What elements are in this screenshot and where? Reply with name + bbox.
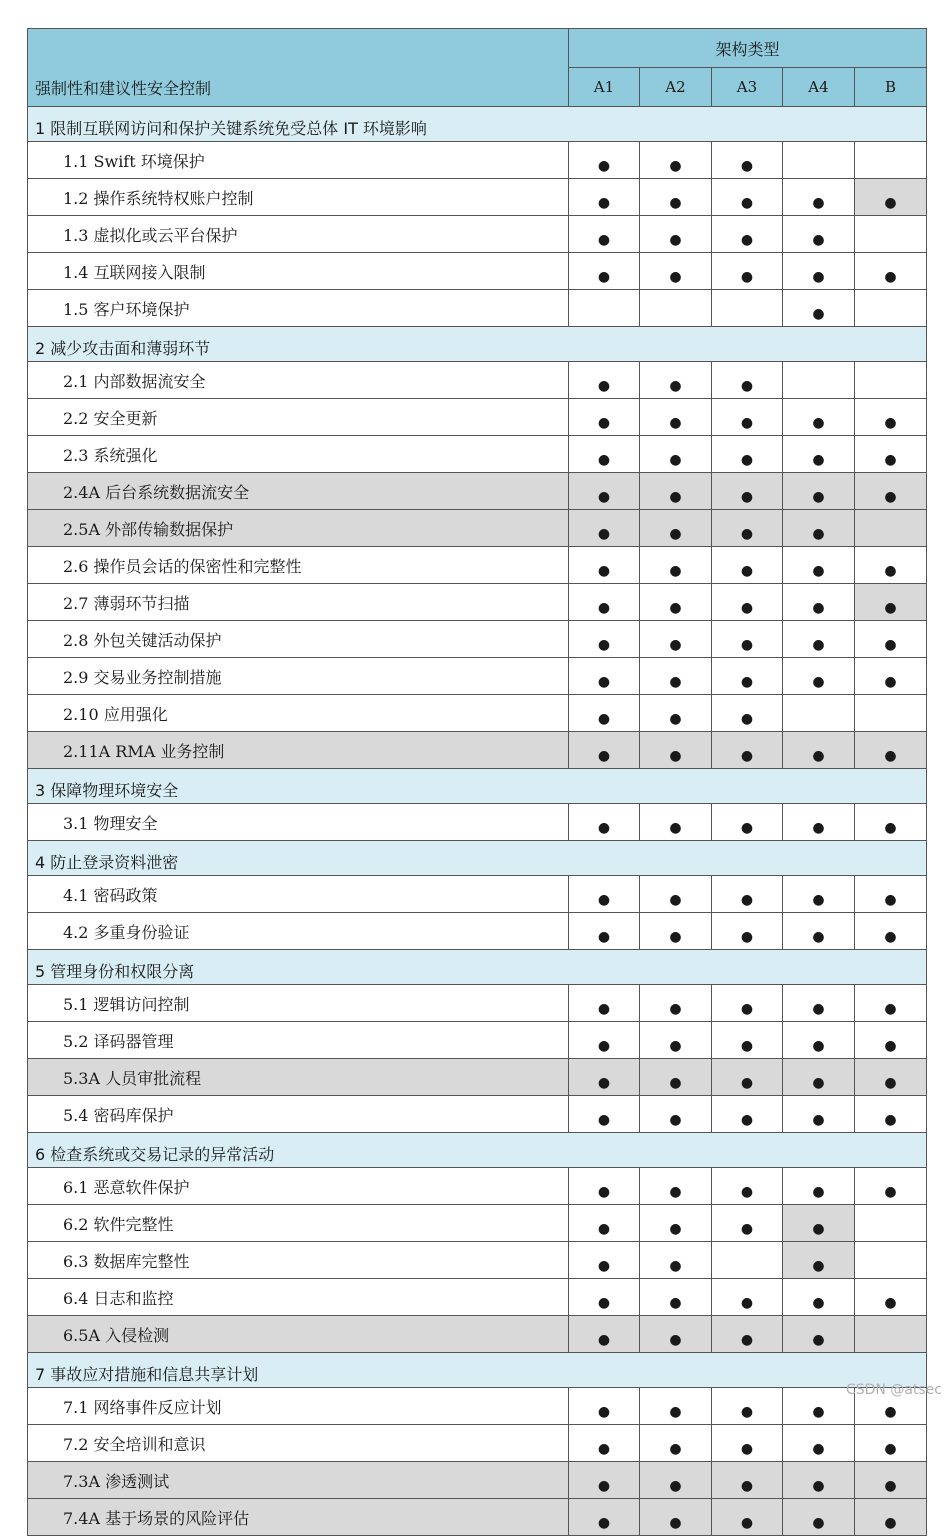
table-row: [28, 658, 927, 695]
applicable-mark: ●: [640, 216, 712, 253]
control-label: 5.3A 人员审批流程: [28, 1059, 569, 1096]
applicable-mark: ●: [712, 1022, 783, 1059]
applicable-mark: ●: [855, 253, 927, 290]
applicable-mark: ●: [569, 1499, 640, 1536]
empty-cell: [712, 290, 783, 327]
empty-cell: [640, 290, 712, 327]
applicable-mark: ●: [855, 985, 927, 1022]
applicable-mark: ●: [712, 142, 783, 179]
empty-cell: [855, 1242, 927, 1279]
applicable-mark: ●: [569, 804, 640, 841]
applicable-mark: ●: [855, 732, 927, 769]
applicable-mark: ●: [855, 584, 927, 621]
applicable-mark: ●: [783, 1388, 855, 1425]
control-label: 2.3 系统强化: [28, 436, 569, 473]
table-row: [28, 399, 927, 436]
empty-cell: [855, 362, 927, 399]
empty-cell: [855, 695, 927, 732]
applicable-mark: ●: [855, 1425, 927, 1462]
applicable-mark: ●: [569, 1462, 640, 1499]
applicable-mark: ●: [640, 1242, 712, 1279]
table-row: [28, 1168, 927, 1205]
section-row: [28, 327, 927, 362]
applicable-mark: ●: [783, 290, 855, 327]
applicable-mark: ●: [569, 876, 640, 913]
applicable-mark: ●: [640, 399, 712, 436]
section-row: [28, 1133, 927, 1168]
applicable-mark: ●: [640, 253, 712, 290]
applicable-mark: ●: [640, 732, 712, 769]
applicable-mark: ●: [783, 253, 855, 290]
control-label: 2.4A 后台系统数据流安全: [28, 473, 569, 510]
applicable-mark: ●: [640, 179, 712, 216]
control-label: 3.1 物理安全: [28, 804, 569, 841]
applicable-mark: ●: [783, 1168, 855, 1205]
control-label: 5.4 密码库保护: [28, 1096, 569, 1133]
applicable-mark: ●: [569, 1388, 640, 1425]
applicable-mark: ●: [569, 913, 640, 950]
applicable-mark: ●: [640, 985, 712, 1022]
security-controls-table: [27, 28, 927, 1536]
applicable-mark: ●: [569, 216, 640, 253]
applicable-mark: ●: [855, 436, 927, 473]
table-row: [28, 1059, 927, 1096]
table-row: [28, 913, 927, 950]
applicable-mark: ●: [855, 1462, 927, 1499]
applicable-mark: ●: [712, 1316, 783, 1353]
applicable-mark: ●: [640, 1316, 712, 1353]
applicable-mark: ●: [569, 1425, 640, 1462]
control-label: 2.5A 外部传输数据保护: [28, 510, 569, 547]
applicable-mark: ●: [640, 658, 712, 695]
applicable-mark: ●: [640, 1388, 712, 1425]
applicable-mark: ●: [712, 399, 783, 436]
applicable-mark: ●: [640, 695, 712, 732]
section-row: [28, 107, 927, 142]
applicable-mark: ●: [712, 695, 783, 732]
applicable-mark: ●: [712, 510, 783, 547]
table-row: [28, 473, 927, 510]
applicable-mark: ●: [783, 658, 855, 695]
applicable-mark: ●: [855, 876, 927, 913]
empty-cell: [783, 362, 855, 399]
table-row: [28, 362, 927, 399]
applicable-mark: ●: [783, 179, 855, 216]
applicable-mark: ●: [569, 1279, 640, 1316]
header-col-a3: A3: [712, 68, 783, 107]
applicable-mark: ●: [569, 1059, 640, 1096]
header-architecture-type: 架构类型: [569, 29, 927, 68]
control-label: 6.4 日志和监控: [28, 1279, 569, 1316]
control-label: 7.4A 基于场景的风险评估: [28, 1499, 569, 1536]
table-row: [28, 290, 927, 327]
applicable-mark: ●: [783, 216, 855, 253]
applicable-mark: ●: [640, 473, 712, 510]
applicable-mark: ●: [569, 695, 640, 732]
empty-cell: [712, 1242, 783, 1279]
section-row: [28, 950, 927, 985]
table-row: [28, 1279, 927, 1316]
control-label: 6.2 软件完整性: [28, 1205, 569, 1242]
control-label: 2.1 内部数据流安全: [28, 362, 569, 399]
applicable-mark: ●: [640, 1462, 712, 1499]
table-row: [28, 1425, 927, 1462]
table-row: [28, 1242, 927, 1279]
applicable-mark: ●: [640, 436, 712, 473]
empty-cell: [569, 290, 640, 327]
applicable-mark: ●: [783, 1059, 855, 1096]
control-label: 6.5A 入侵检测: [28, 1316, 569, 1353]
applicable-mark: ●: [783, 584, 855, 621]
table-row: [28, 216, 927, 253]
applicable-mark: ●: [712, 1499, 783, 1536]
control-label: 5.1 逻辑访问控制: [28, 985, 569, 1022]
applicable-mark: ●: [855, 1059, 927, 1096]
control-label: 7.1 网络事件反应计划: [28, 1388, 569, 1425]
table-row: [28, 695, 927, 732]
empty-cell: [783, 142, 855, 179]
applicable-mark: ●: [783, 1499, 855, 1536]
applicable-mark: ●: [783, 1462, 855, 1499]
applicable-mark: ●: [783, 473, 855, 510]
applicable-mark: ●: [640, 804, 712, 841]
applicable-mark: ●: [640, 1205, 712, 1242]
applicable-mark: ●: [640, 1168, 712, 1205]
table-row: [28, 1022, 927, 1059]
applicable-mark: ●: [569, 621, 640, 658]
empty-cell: [855, 1205, 927, 1242]
applicable-mark: ●: [640, 621, 712, 658]
applicable-mark: ●: [569, 1242, 640, 1279]
applicable-mark: ●: [855, 804, 927, 841]
applicable-mark: ●: [783, 1316, 855, 1353]
section-title: 2 减少攻击面和薄弱环节: [28, 327, 927, 362]
table-row: [28, 985, 927, 1022]
applicable-mark: ●: [569, 1168, 640, 1205]
applicable-mark: ●: [855, 1168, 927, 1205]
applicable-mark: ●: [712, 473, 783, 510]
control-label: 2.9 交易业务控制措施: [28, 658, 569, 695]
header-col-a1: A1: [569, 68, 640, 107]
applicable-mark: ●: [783, 732, 855, 769]
table-row: [28, 510, 927, 547]
applicable-mark: ●: [712, 804, 783, 841]
table-row: [28, 547, 927, 584]
applicable-mark: ●: [783, 1096, 855, 1133]
control-label: 7.2 安全培训和意识: [28, 1425, 569, 1462]
header-col-a2: A2: [640, 68, 712, 107]
applicable-mark: ●: [712, 179, 783, 216]
applicable-mark: ●: [569, 179, 640, 216]
applicable-mark: ●: [712, 362, 783, 399]
applicable-mark: ●: [712, 253, 783, 290]
applicable-mark: ●: [569, 584, 640, 621]
applicable-mark: ●: [783, 1205, 855, 1242]
empty-cell: [855, 142, 927, 179]
applicable-mark: ●: [783, 1242, 855, 1279]
applicable-mark: ●: [855, 179, 927, 216]
applicable-mark: ●: [712, 913, 783, 950]
applicable-mark: ●: [783, 913, 855, 950]
applicable-mark: ●: [783, 436, 855, 473]
applicable-mark: ●: [783, 876, 855, 913]
applicable-mark: ●: [640, 1059, 712, 1096]
section-title: 6 检查系统或交易记录的异常活动: [28, 1133, 927, 1168]
applicable-mark: ●: [569, 253, 640, 290]
header-title: 强制性和建议性安全控制: [28, 29, 569, 107]
applicable-mark: ●: [712, 1462, 783, 1499]
applicable-mark: ●: [712, 1096, 783, 1133]
control-label: 1.4 互联网接入限制: [28, 253, 569, 290]
applicable-mark: ●: [640, 584, 712, 621]
table-body: [28, 107, 927, 1536]
applicable-mark: ●: [855, 1096, 927, 1133]
applicable-mark: ●: [712, 1388, 783, 1425]
section-title: 1 限制互联网访问和保护关键系统免受总体 IT 环境影响: [28, 107, 927, 142]
table-row: [28, 179, 927, 216]
applicable-mark: ●: [640, 547, 712, 584]
applicable-mark: ●: [855, 1279, 927, 1316]
applicable-mark: ●: [712, 1279, 783, 1316]
applicable-mark: ●: [640, 1022, 712, 1059]
empty-cell: [855, 510, 927, 547]
applicable-mark: ●: [855, 658, 927, 695]
applicable-mark: ●: [783, 804, 855, 841]
applicable-mark: ●: [783, 1022, 855, 1059]
empty-cell: [855, 1316, 927, 1353]
applicable-mark: ●: [569, 658, 640, 695]
table-row: [28, 436, 927, 473]
applicable-mark: ●: [569, 732, 640, 769]
applicable-mark: ●: [712, 985, 783, 1022]
control-label: 2.10 应用强化: [28, 695, 569, 732]
section-title: 4 防止登录资料泄密: [28, 841, 927, 876]
control-label: 4.1 密码政策: [28, 876, 569, 913]
applicable-mark: ●: [569, 399, 640, 436]
applicable-mark: ●: [640, 510, 712, 547]
control-label: 2.2 安全更新: [28, 399, 569, 436]
header-col-a4: A4: [783, 68, 855, 107]
applicable-mark: ●: [783, 621, 855, 658]
applicable-mark: ●: [855, 1388, 927, 1425]
applicable-mark: ●: [640, 142, 712, 179]
applicable-mark: ●: [640, 362, 712, 399]
applicable-mark: ●: [712, 621, 783, 658]
applicable-mark: ●: [569, 1316, 640, 1353]
applicable-mark: ●: [569, 362, 640, 399]
watermark: CSDN @atsec: [845, 1382, 942, 1398]
applicable-mark: ●: [783, 985, 855, 1022]
table-row: [28, 1499, 927, 1536]
applicable-mark: ●: [855, 913, 927, 950]
control-label: 5.2 译码器管理: [28, 1022, 569, 1059]
applicable-mark: ●: [712, 1168, 783, 1205]
applicable-mark: ●: [640, 1425, 712, 1462]
control-label: 2.11A RMA 业务控制: [28, 732, 569, 769]
table-row: [28, 1388, 927, 1425]
applicable-mark: ●: [569, 985, 640, 1022]
applicable-mark: ●: [855, 473, 927, 510]
control-label: 1.1 Swift 环境保护: [28, 142, 569, 179]
applicable-mark: ●: [712, 1425, 783, 1462]
empty-cell: [855, 216, 927, 253]
applicable-mark: ●: [712, 876, 783, 913]
table-row: [28, 1096, 927, 1133]
section-row: [28, 1353, 927, 1388]
control-label: 4.2 多重身份验证: [28, 913, 569, 950]
table-row: [28, 584, 927, 621]
applicable-mark: ●: [569, 547, 640, 584]
applicable-mark: ●: [855, 621, 927, 658]
table-row: [28, 732, 927, 769]
applicable-mark: ●: [640, 913, 712, 950]
table-row: [28, 876, 927, 913]
applicable-mark: ●: [712, 658, 783, 695]
table-row: [28, 142, 927, 179]
section-title: 3 保障物理环境安全: [28, 769, 927, 804]
applicable-mark: ●: [783, 547, 855, 584]
applicable-mark: ●: [712, 732, 783, 769]
control-label: 1.3 虚拟化或云平台保护: [28, 216, 569, 253]
section-row: [28, 841, 927, 876]
empty-cell: [855, 290, 927, 327]
applicable-mark: ●: [569, 1205, 640, 1242]
control-label: 1.5 客户环境保护: [28, 290, 569, 327]
section-title: 7 事故应对措施和信息共享计划: [28, 1353, 927, 1388]
control-label: 1.2 操作系统特权账户控制: [28, 179, 569, 216]
table-row: [28, 1316, 927, 1353]
table-header: [28, 29, 927, 107]
applicable-mark: ●: [712, 1205, 783, 1242]
applicable-mark: ●: [783, 1279, 855, 1316]
control-label: 2.7 薄弱环节扫描: [28, 584, 569, 621]
section-row: [28, 769, 927, 804]
applicable-mark: ●: [569, 142, 640, 179]
control-label: 2.6 操作员会话的保密性和完整性: [28, 547, 569, 584]
applicable-mark: ●: [640, 1279, 712, 1316]
table-row: [28, 1205, 927, 1242]
applicable-mark: ●: [640, 1096, 712, 1133]
applicable-mark: ●: [855, 399, 927, 436]
applicable-mark: ●: [783, 510, 855, 547]
control-label: 6.3 数据库完整性: [28, 1242, 569, 1279]
applicable-mark: ●: [640, 876, 712, 913]
applicable-mark: ●: [569, 1022, 640, 1059]
table-row: [28, 804, 927, 841]
applicable-mark: ●: [855, 1022, 927, 1059]
applicable-mark: ●: [783, 399, 855, 436]
section-title: 5 管理身份和权限分离: [28, 950, 927, 985]
applicable-mark: ●: [569, 473, 640, 510]
applicable-mark: ●: [712, 584, 783, 621]
header-col-b: B: [855, 68, 927, 107]
table-row: [28, 253, 927, 290]
control-label: 6.1 恶意软件保护: [28, 1168, 569, 1205]
applicable-mark: ●: [855, 547, 927, 584]
applicable-mark: ●: [855, 1499, 927, 1536]
table-row: [28, 621, 927, 658]
applicable-mark: ●: [712, 1059, 783, 1096]
applicable-mark: ●: [712, 547, 783, 584]
applicable-mark: ●: [712, 216, 783, 253]
control-label: 2.8 外包关键活动保护: [28, 621, 569, 658]
empty-cell: [783, 695, 855, 732]
applicable-mark: ●: [569, 436, 640, 473]
applicable-mark: ●: [569, 1096, 640, 1133]
applicable-mark: ●: [569, 510, 640, 547]
applicable-mark: ●: [783, 1425, 855, 1462]
control-label: 7.3A 渗透测试: [28, 1462, 569, 1499]
applicable-mark: ●: [712, 436, 783, 473]
applicable-mark: ●: [640, 1499, 712, 1536]
table-row: [28, 1462, 927, 1499]
